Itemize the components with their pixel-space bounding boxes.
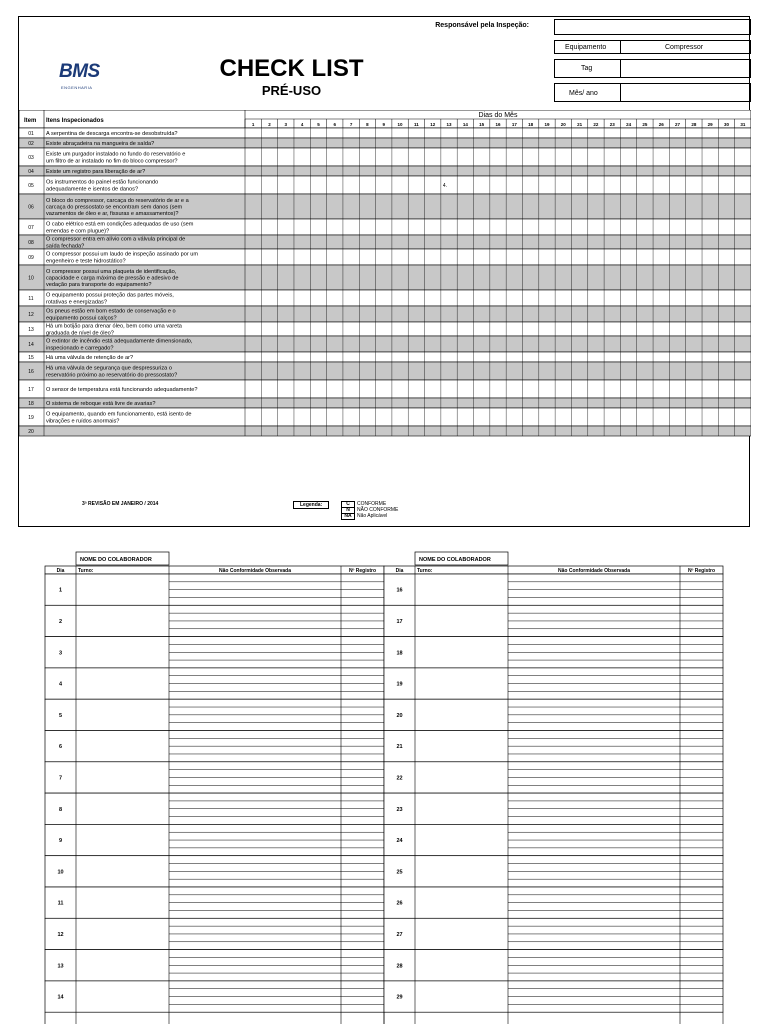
document-title: CHECK LIST <box>219 55 364 82</box>
month-year-label: Mês/ ano <box>569 90 598 97</box>
day-number: 9 <box>58 838 63 845</box>
row-text: Há um botijão para drenar óleo, bem como uma vareta graduada de nível de óleo? <box>46 323 182 337</box>
row-number: 08 <box>28 240 34 246</box>
stray-mark: 4. <box>442 183 448 189</box>
row-number: 07 <box>28 225 34 231</box>
day-label: 9 <box>382 122 385 127</box>
responsible-label: Responsável pela Inspeção: <box>435 22 529 29</box>
row-text: Há uma válvula de segurança que despressuriza o reservatório próximo ao reservatório do pressostato? <box>46 365 178 379</box>
row-number: 18 <box>28 401 34 407</box>
row-number: 17 <box>28 387 34 393</box>
items-header: Itens Inspecionados <box>46 118 104 124</box>
row-number: 04 <box>28 169 34 175</box>
day-label: 4 <box>300 122 304 127</box>
nonconformity-header: Não Conformidade Observada <box>558 568 630 574</box>
day-label: 19 <box>544 122 550 127</box>
day-number: 1 <box>58 587 63 594</box>
equipment-label: Equipamento <box>565 44 607 51</box>
row-text: Existe abraçadeira na mangueira de saída? <box>46 141 155 147</box>
tag-label: Tag <box>581 65 593 72</box>
day-number: 26 <box>396 900 403 907</box>
day-label: 8 <box>366 122 369 127</box>
day-number: 27 <box>396 931 403 938</box>
nonconformity-header: Não Conformidade Observada <box>219 568 291 574</box>
registry-header: Nº Registro <box>348 568 377 574</box>
row-number: 12 <box>28 312 34 318</box>
day-label: 7 <box>349 122 353 127</box>
row-number: 11 <box>28 296 34 302</box>
log-header-row <box>384 566 723 574</box>
log-header-row <box>45 566 384 574</box>
row-text: O extintor de incêndio está adequadamente dimensionado, inspecionado e carregado? <box>46 338 193 352</box>
row-number: 01 <box>28 131 34 137</box>
day-label: 31 <box>740 122 746 127</box>
day-header: Dia <box>56 568 65 574</box>
day-label: 15 <box>479 122 485 127</box>
days-header: Dias do Mês <box>478 112 518 119</box>
day-number: 3 <box>58 650 63 657</box>
day-number: 16 <box>396 587 403 594</box>
row-text: O equipamento possui proteção das partes móveis, rotativas e energizadas? <box>46 292 174 306</box>
day-number: 13 <box>57 963 64 970</box>
day-number: 18 <box>396 650 403 657</box>
revision-note: 3ª REVISÃO EM JANEIRO / 2014 <box>82 501 159 507</box>
day-number: 11 <box>57 900 64 907</box>
registry-header: Nº Registro <box>687 568 716 574</box>
day-label: 3 <box>284 122 288 127</box>
row-number: 02 <box>28 141 34 147</box>
day-number: 14 <box>57 994 64 1001</box>
row-text: Existe um registro para liberação de ar? <box>46 169 146 175</box>
day-label: 14 <box>462 122 468 127</box>
day-number: 22 <box>396 775 403 782</box>
legend-code: C <box>341 501 355 508</box>
row-number: 10 <box>28 275 34 282</box>
day-number: 21 <box>396 744 403 751</box>
day-number: 5 <box>58 712 63 719</box>
row-text: O equipamento, quando em funcionamento, está isento de vibrações e ruídos anormais? <box>46 411 192 425</box>
day-label: 29 <box>707 122 713 127</box>
day-label: 21 <box>577 122 583 127</box>
day-label: 26 <box>658 122 664 127</box>
day-number: 19 <box>396 681 403 688</box>
shift-header: Turno: <box>417 568 433 574</box>
day-label: 18 <box>528 122 534 127</box>
day-label: 17 <box>511 122 517 127</box>
row-number: 19 <box>28 415 34 421</box>
row-text: Existe um purgador instalado no fundo do reservatório e um filtro de ar instalado no fim do bloco compressor? <box>46 151 186 165</box>
row-number: 06 <box>28 204 34 211</box>
document-subtitle: PRÉ-USO <box>261 83 322 98</box>
day-number: 7 <box>58 775 63 782</box>
collaborator-label: NOME DO COLABORADOR <box>80 557 152 563</box>
day-label: 25 <box>642 122 648 127</box>
row-number: 15 <box>28 355 34 361</box>
row-text: A serpentina de descarga encontra-se desobstruída? <box>46 131 178 137</box>
day-label: 22 <box>593 122 599 127</box>
day-label: 10 <box>397 122 403 127</box>
row-text: O sistema de reboque está livre de avarias? <box>46 401 156 407</box>
collaborator-label: NOME DO COLABORADOR <box>419 557 491 563</box>
day-label: 5 <box>317 122 320 127</box>
day-number: 20 <box>396 712 403 719</box>
day-label: 27 <box>675 122 681 127</box>
day-label: 20 <box>560 122 566 127</box>
row-number: 20 <box>28 429 34 435</box>
day-number: 25 <box>396 869 403 876</box>
day-number: 29 <box>396 994 403 1001</box>
row-text: O compressor possui um laudo de inspeção assinado por um engenheiro e teste hidrostático? <box>46 251 199 265</box>
day-label: 1 <box>251 122 255 127</box>
day-number: 24 <box>396 838 403 845</box>
row-number: 09 <box>28 255 34 261</box>
row-text: Há uma válvula de retenção de ar? <box>46 355 134 361</box>
legend-description: Não Aplicável <box>357 513 388 519</box>
day-header: Dia <box>395 568 404 574</box>
row-text: O compressor possui uma plaqueta de identificação, capacidade e carga máxima de pressão e adesivo de vedação para transporte do equipamento? <box>46 268 179 289</box>
shift-header: Turno: <box>78 568 94 574</box>
row-number: 14 <box>28 342 34 348</box>
day-label: 30 <box>724 122 730 127</box>
logo-text: BMS <box>59 61 100 82</box>
day-label: 23 <box>609 122 615 127</box>
legend-description: CONFORME <box>357 501 387 507</box>
day-label: 16 <box>495 122 501 127</box>
row-number: 16 <box>28 369 34 375</box>
row-text: O sensor de temperatura está funcionando adequadamente? <box>46 387 198 393</box>
day-label: 12 <box>430 122 436 127</box>
row-number: 05 <box>28 183 34 189</box>
equipment-value: Compressor <box>665 44 704 51</box>
legend-code: N <box>341 507 355 514</box>
item-header: Item <box>24 118 37 124</box>
legend-description: NÃO CONFORME <box>357 507 399 513</box>
legend-label: Legenda: <box>293 501 329 509</box>
row-number: 03 <box>28 155 34 161</box>
row-text: O bloco do compressor, carcaça do reservatório de ar e a carcaça do pressostato se encontram sem danos (sem vazamentos de óleo e ar, fissuras e amassamentos)? <box>46 197 189 218</box>
day-number: 4 <box>58 681 63 688</box>
row-text: O compressor entra em alívio com a válvula principal de saída fechada? <box>46 236 186 250</box>
day-label: 13 <box>446 122 452 127</box>
day-label: 2 <box>268 122 271 127</box>
row-text: O cabo elétrico está em condições adequadas de uso (sem emendas e com plugue)? <box>46 221 194 235</box>
day-number: 6 <box>58 744 63 751</box>
day-number: 12 <box>57 931 64 938</box>
day-number: 23 <box>396 806 403 813</box>
day-label: 6 <box>333 122 337 127</box>
day-number: 17 <box>396 618 403 625</box>
row-text: Os pneus estão em bom estado de conservação e o equipamento possui calços? <box>46 308 176 322</box>
day-label: 24 <box>626 122 632 127</box>
day-number: 28 <box>396 963 403 970</box>
day-number: 8 <box>58 806 63 813</box>
row-number: 13 <box>28 327 34 333</box>
row-text: Os instrumentos do painel estão funcionando adequadamente e isentos de danos? <box>46 179 159 193</box>
day-number: 2 <box>58 618 63 625</box>
logo-subtext: ENGENHARIA <box>61 85 93 90</box>
legend-code: NA <box>341 513 355 520</box>
day-label: 28 <box>691 122 697 127</box>
day-number: 10 <box>57 869 64 876</box>
day-label: 11 <box>414 122 419 127</box>
